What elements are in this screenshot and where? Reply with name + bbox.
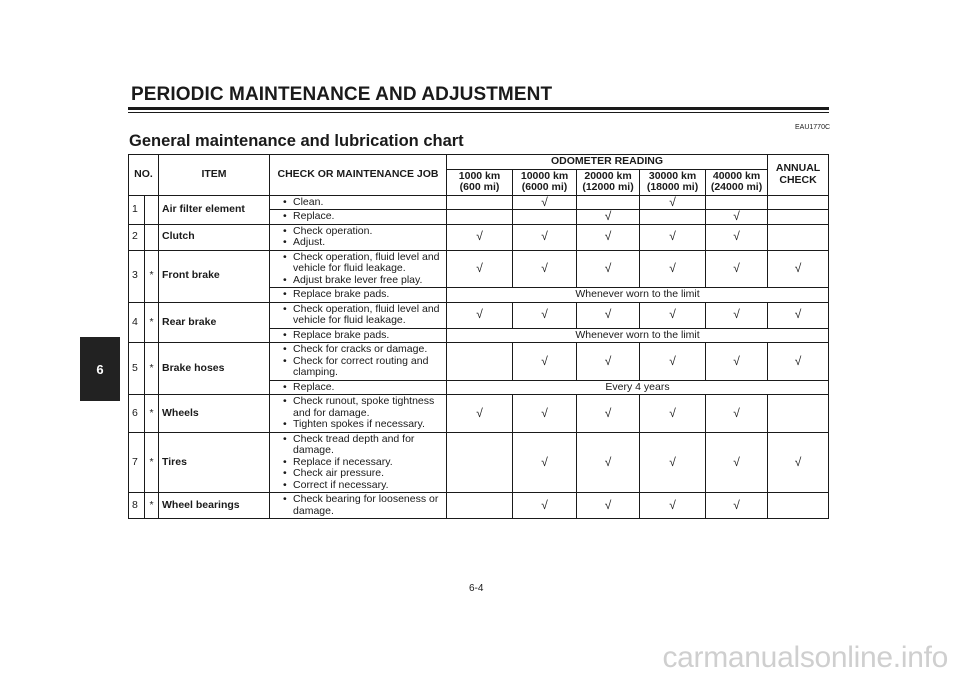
job-list: [273, 197, 443, 209]
check-mark-icon: √: [706, 250, 768, 288]
check-mark-icon: √: [577, 250, 640, 288]
job-list: [273, 211, 443, 223]
check-mark-icon: √: [768, 302, 829, 328]
header-interval: [447, 169, 513, 195]
empty-cell: [768, 210, 829, 225]
check-mark-icon: √: [577, 493, 640, 519]
job-list: [273, 252, 443, 287]
check-mark-icon: √: [640, 224, 706, 250]
job-bullet-item: • Adjust.: [273, 237, 443, 249]
job-list: [273, 289, 443, 301]
item-name: Front brake: [159, 250, 270, 302]
check-mark-icon: √: [640, 395, 706, 433]
check-mark-icon: √: [513, 493, 577, 519]
check-mark-icon: √: [447, 224, 513, 250]
interval-note: Every 4 years: [447, 380, 829, 395]
dealer-service-marker: *: [145, 432, 159, 493]
check-mark-icon: √: [768, 250, 829, 288]
dealer-service-marker: *: [145, 343, 159, 395]
empty-cell: [768, 224, 829, 250]
job-bullet-item: • Tighten spokes if necessary.: [273, 419, 443, 431]
header-interval: [640, 169, 706, 195]
job-bullet-item: • Check tread depth and for damage.: [273, 434, 443, 457]
row-number: 6: [129, 395, 145, 433]
job-bullet-item: • Check operation, fluid level and vehicle for fluid leakage.: [273, 304, 443, 327]
check-mark-icon: √: [706, 224, 768, 250]
item-name: Wheel bearings: [159, 493, 270, 519]
maintenance-job: [270, 432, 447, 493]
job-bullet-item: • Check operation, fluid level and vehicle for fluid leakage.: [273, 252, 443, 275]
maintenance-job: [270, 195, 447, 210]
interval-note: Whenever worn to the limit: [447, 328, 829, 343]
empty-cell: [447, 432, 513, 493]
job-bullet-item: • Check bearing for looseness or damage.: [273, 494, 443, 517]
row-number: 2: [129, 224, 145, 250]
check-mark-icon: √: [513, 343, 577, 381]
interval-mi: (24000 mi): [710, 181, 763, 193]
page-number: 6-4: [469, 583, 484, 594]
item-name: Clutch: [159, 224, 270, 250]
check-mark-icon: √: [640, 250, 706, 288]
job-bullet-item: • Replace if necessary.: [273, 457, 443, 469]
dealer-service-marker: *: [145, 395, 159, 433]
job-bullet-item: • Clean.: [273, 197, 443, 209]
maintenance-job: [270, 328, 447, 343]
dealer-service-marker: [145, 195, 159, 224]
table-row: [129, 493, 829, 519]
header-odometer: ODOMETER READING: [447, 155, 768, 170]
table-row: [129, 302, 829, 328]
table-row: [129, 343, 829, 381]
empty-cell: [577, 195, 640, 210]
dealer-service-marker: *: [145, 302, 159, 343]
item-name: Air filter element: [159, 195, 270, 224]
check-mark-icon: √: [577, 210, 640, 225]
maintenance-job: [270, 380, 447, 395]
header-rule-thin: [128, 112, 829, 113]
table-row: [129, 395, 829, 433]
table-row: [129, 250, 829, 288]
maintenance-job: [270, 224, 447, 250]
check-mark-icon: √: [640, 493, 706, 519]
check-mark-icon: √: [640, 343, 706, 381]
header-item: ITEM: [159, 155, 270, 196]
job-list: [273, 330, 443, 342]
job-list: [273, 434, 443, 492]
check-mark-icon: √: [447, 250, 513, 288]
interval-mi: (6000 mi): [521, 181, 568, 193]
check-mark-icon: √: [768, 343, 829, 381]
job-bullet-item: • Check air pressure.: [273, 468, 443, 480]
empty-cell: [768, 395, 829, 433]
check-mark-icon: √: [640, 302, 706, 328]
item-name: Wheels: [159, 395, 270, 433]
job-list: [273, 226, 443, 249]
interval-mi: (12000 mi): [582, 181, 634, 193]
item-name: Rear brake: [159, 302, 270, 343]
interval-mi: (600 mi): [459, 181, 500, 193]
interval-km: 30000 km: [648, 169, 697, 182]
item-name: Tires: [159, 432, 270, 493]
check-mark-icon: √: [577, 302, 640, 328]
row-number: 7: [129, 432, 145, 493]
check-mark-icon: √: [706, 493, 768, 519]
dealer-service-marker: *: [145, 250, 159, 302]
empty-cell: [447, 195, 513, 210]
table-row: [129, 195, 829, 210]
table-row: [129, 432, 829, 493]
job-list: [273, 304, 443, 327]
table-row: [129, 224, 829, 250]
check-mark-icon: √: [706, 432, 768, 493]
dealer-service-marker: *: [145, 493, 159, 519]
interval-km: 10000 km: [520, 169, 569, 182]
chapter-tab: 6: [80, 337, 120, 401]
job-bullet-item: • Replace brake pads.: [273, 289, 443, 301]
row-number: 3: [129, 250, 145, 302]
job-list: [273, 344, 443, 379]
dealer-service-marker: [145, 224, 159, 250]
empty-cell: [447, 210, 513, 225]
check-mark-icon: √: [706, 210, 768, 225]
maintenance-job: [270, 210, 447, 225]
empty-cell: [447, 343, 513, 381]
maintenance-job: [270, 288, 447, 303]
maintenance-job: [270, 395, 447, 433]
interval-note: Whenever worn to the limit: [447, 288, 829, 303]
section-title: General maintenance and lubrication chart: [129, 132, 464, 150]
header-interval: [513, 169, 577, 195]
header-interval: [577, 169, 640, 195]
row-number: 5: [129, 343, 145, 395]
empty-cell: [640, 210, 706, 225]
interval-km: 40000 km: [712, 169, 761, 182]
empty-cell: [768, 493, 829, 519]
item-name: Brake hoses: [159, 343, 270, 395]
check-mark-icon: √: [768, 432, 829, 493]
header-annual: ANNUAL CHECK: [768, 155, 829, 196]
job-bullet-item: • Replace.: [273, 211, 443, 223]
check-mark-icon: √: [513, 432, 577, 493]
check-mark-icon: √: [577, 224, 640, 250]
job-bullet-item: • Correct if necessary.: [273, 480, 443, 492]
maintenance-chart: [128, 154, 829, 519]
job-bullet-item: • Check operation.: [273, 226, 443, 238]
check-mark-icon: √: [706, 302, 768, 328]
empty-cell: [706, 195, 768, 210]
check-mark-icon: √: [577, 395, 640, 433]
check-mark-icon: √: [447, 395, 513, 433]
check-mark-icon: √: [513, 302, 577, 328]
interval-mi: (18000 mi): [646, 181, 699, 193]
check-mark-icon: √: [447, 302, 513, 328]
job-bullet-item: • Check for correct routing and clamping.: [273, 356, 443, 379]
row-number: 8: [129, 493, 145, 519]
header-job: CHECK OR MAINTENANCE JOB: [270, 155, 447, 196]
job-bullet-item: • Check runout, spoke tightness and for damage.: [273, 396, 443, 419]
chart-body: [129, 195, 829, 519]
job-list: [273, 396, 443, 431]
job-bullet-item: • Replace.: [273, 382, 443, 394]
maintenance-job: [270, 250, 447, 288]
job-list: [273, 382, 443, 394]
check-mark-icon: √: [640, 195, 706, 210]
page-header-title: PERIODIC MAINTENANCE AND ADJUSTMENT: [131, 84, 553, 105]
check-mark-icon: √: [706, 343, 768, 381]
check-mark-icon: √: [513, 224, 577, 250]
maintenance-job: [270, 343, 447, 381]
empty-cell: [768, 195, 829, 210]
watermark: carmanualsonline.info: [662, 641, 948, 674]
check-mark-icon: √: [706, 395, 768, 433]
check-mark-icon: √: [513, 395, 577, 433]
job-bullet-item: • Adjust brake lever free play.: [273, 275, 443, 287]
interval-km: 20000 km: [584, 169, 632, 182]
interval-km: 1000 km: [458, 169, 501, 182]
row-number: 1: [129, 195, 145, 224]
header-no: NO.: [129, 155, 159, 196]
header-rule: [128, 107, 829, 110]
header-interval: [706, 169, 768, 195]
check-mark-icon: √: [513, 250, 577, 288]
job-bullet-item: • Check for cracks or damage.: [273, 344, 443, 356]
check-mark-icon: √: [577, 343, 640, 381]
empty-cell: [447, 493, 513, 519]
check-mark-icon: √: [513, 195, 577, 210]
maintenance-job: [270, 493, 447, 519]
row-number: 4: [129, 302, 145, 343]
job-bullet-item: • Replace brake pads.: [273, 330, 443, 342]
check-mark-icon: √: [640, 432, 706, 493]
maintenance-job: [270, 302, 447, 328]
job-list: [273, 494, 443, 517]
empty-cell: [513, 210, 577, 225]
document-code: EAU1770C: [795, 124, 831, 131]
check-mark-icon: √: [577, 432, 640, 493]
